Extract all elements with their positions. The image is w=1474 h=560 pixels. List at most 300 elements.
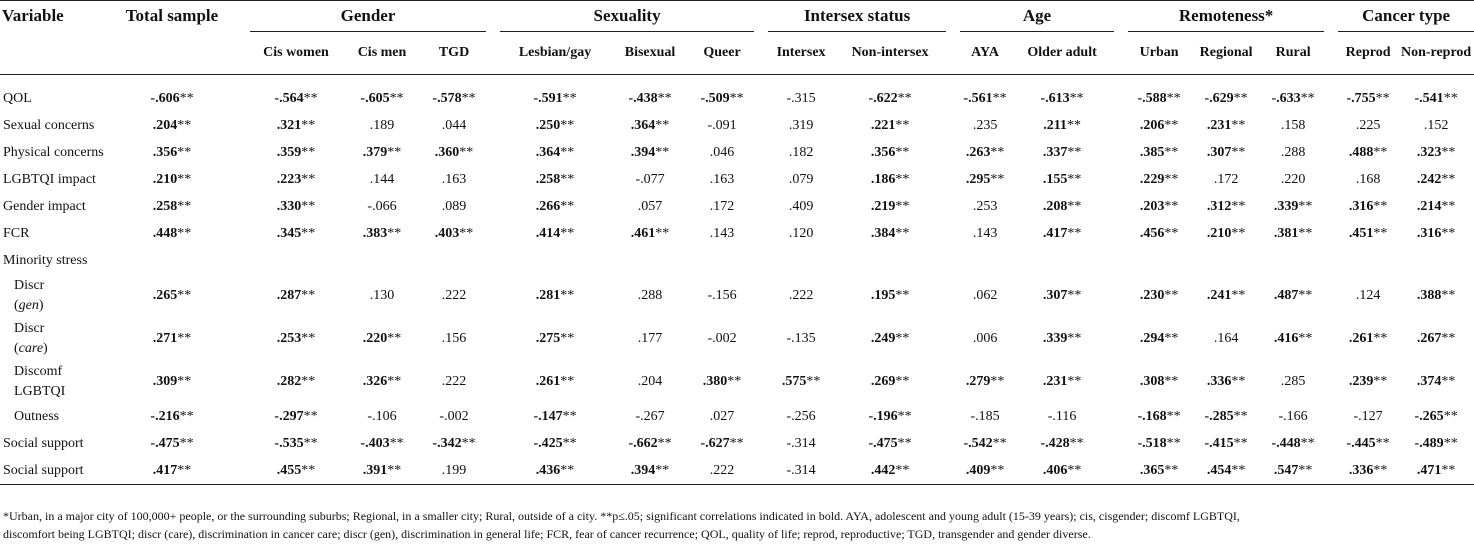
table-cell: [250, 166, 342, 193]
cell-value: .258: [535, 171, 561, 187]
table-cell: [1338, 166, 1398, 193]
table-cell: [960, 317, 1010, 360]
significance-marker: **: [1231, 198, 1246, 214]
cell-value: .208: [1042, 198, 1068, 214]
table-cell: [834, 430, 946, 457]
table-cell: [342, 75, 422, 113]
table-cell: [610, 75, 690, 113]
group-header-remoteness: Remoteness*: [1128, 1, 1324, 32]
table-cell: [1338, 457, 1398, 485]
significance-marker: **: [1164, 171, 1179, 187]
table-cell: [1338, 317, 1398, 360]
significance-marker: **: [301, 462, 316, 478]
table-cell: [342, 139, 422, 166]
significance-marker: **: [895, 198, 910, 214]
table-cell: [108, 457, 236, 485]
table-cell: [690, 317, 754, 360]
variable-header: Variable: [2, 6, 64, 26]
table-cell: [108, 112, 236, 139]
cell-value: .222: [441, 373, 467, 389]
table-cell: [960, 430, 1010, 457]
cell-value: .222: [709, 462, 735, 478]
table-cell: [834, 317, 946, 360]
table-cell: [1262, 75, 1324, 113]
significance-marker: **: [562, 435, 577, 451]
significance-marker: **: [1164, 462, 1179, 478]
cell-value: -.127: [1353, 408, 1383, 424]
cell-value: .308: [1139, 373, 1165, 389]
table-cell: [108, 317, 236, 360]
table-cell: [834, 457, 946, 485]
table-cell: [1398, 430, 1474, 457]
row-label-text: FCR: [3, 225, 30, 241]
subheader-aya: AYA: [971, 45, 999, 60]
significance-marker: **: [655, 117, 670, 133]
table-cell: [1010, 457, 1114, 485]
cell-value: .239: [1348, 373, 1374, 389]
cell-value: .124: [1355, 287, 1381, 303]
table-cell: [610, 317, 690, 360]
significance-marker: **: [177, 117, 192, 133]
cell-value: .394: [630, 462, 656, 478]
table-cell: [960, 220, 1010, 247]
cell-value: .279: [965, 373, 991, 389]
table-cell: [834, 274, 946, 317]
subheader-tgd: TGD: [438, 45, 470, 60]
table-cell: [250, 317, 342, 360]
table-cell: [1128, 112, 1190, 139]
row-label: [0, 403, 108, 430]
significance-marker: **: [1375, 435, 1390, 451]
cell-value: .182: [788, 144, 814, 160]
row-label: [0, 193, 108, 220]
row-label-text: Social support: [3, 435, 84, 451]
table-cell: [1398, 317, 1474, 360]
cell-value: .210: [152, 171, 178, 187]
table-cell: [768, 220, 834, 247]
cell-value: .163: [709, 171, 735, 187]
table-row: [0, 112, 1474, 139]
cell-value: .079: [788, 171, 814, 187]
table-cell: [768, 112, 834, 139]
cell-value: .547: [1273, 462, 1299, 478]
table-cell: [250, 430, 342, 457]
table-cell: [1128, 139, 1190, 166]
table-cell: [610, 274, 690, 317]
cell-value: -.489: [1414, 435, 1444, 451]
row-label: Discr (gen): [14, 277, 45, 313]
cell-value: .219: [870, 198, 896, 214]
significance-marker: **: [1231, 225, 1246, 241]
cell-value: .144: [369, 171, 395, 187]
group-header-intersex: Intersex status: [768, 1, 946, 32]
subheader-urban: Urban: [1139, 45, 1179, 60]
table-cell: [1010, 75, 1114, 113]
cell-value: .288: [1280, 144, 1306, 160]
cell-value: -.509: [700, 90, 730, 106]
table-cell: [690, 112, 754, 139]
table-cell: [250, 139, 342, 166]
significance-marker: **: [560, 287, 575, 303]
table-cell: [422, 193, 486, 220]
cell-value: -.627: [700, 435, 730, 451]
significance-marker: **: [1067, 330, 1082, 346]
significance-marker: **: [560, 373, 575, 389]
table-cell: [1010, 193, 1114, 220]
significance-marker: **: [459, 225, 474, 241]
significance-marker: **: [992, 90, 1007, 106]
row-label-text: Discomf: [14, 363, 63, 379]
cell-value: .417: [1042, 225, 1068, 241]
significance-marker: **: [179, 408, 194, 424]
table-row: [0, 166, 1474, 193]
cell-value: -.535: [274, 435, 304, 451]
cell-value: .461: [630, 225, 656, 241]
table-cell: [1398, 457, 1474, 485]
cell-value: -.542: [963, 435, 993, 451]
table-cell: [1398, 274, 1474, 317]
table-cell: [1010, 317, 1114, 360]
table-cell: [1262, 220, 1324, 247]
table-cell: [422, 112, 486, 139]
significance-marker: **: [655, 225, 670, 241]
row-label-text: Minority stress: [3, 252, 88, 268]
significance-marker: **: [1441, 462, 1456, 478]
significance-marker: **: [301, 373, 316, 389]
cell-value: .336: [1348, 462, 1374, 478]
cell-value: -.541: [1414, 90, 1444, 106]
cell-value: .253: [276, 330, 302, 346]
cell-value: .337: [1042, 144, 1068, 160]
cell-value: .265: [152, 287, 178, 303]
significance-marker: **: [301, 225, 316, 241]
cell-value: -.002: [439, 408, 469, 424]
table-cell: [422, 75, 486, 113]
cell-value: .379: [362, 144, 388, 160]
cell-value: .403: [434, 225, 460, 241]
significance-marker: **: [459, 144, 474, 160]
table-cell: [250, 274, 342, 317]
cell-value: .152: [1423, 117, 1449, 133]
cell-value: -.002: [707, 330, 737, 346]
table-cell: [960, 360, 1010, 403]
cell-value: .345: [276, 225, 302, 241]
table-cell: [1190, 317, 1262, 360]
cell-value: -.285: [1204, 408, 1234, 424]
cell-value: .409: [788, 198, 814, 214]
cell-value: -.622: [868, 90, 898, 106]
significance-marker: **: [990, 462, 1005, 478]
table-cell: [1190, 274, 1262, 317]
significance-marker: **: [1298, 330, 1313, 346]
significance-marker: **: [179, 435, 194, 451]
table-cell: [834, 75, 946, 113]
significance-marker: **: [562, 90, 577, 106]
table-cell: [250, 193, 342, 220]
cell-value: .326: [362, 373, 388, 389]
row-label-text: Social support: [3, 462, 84, 478]
table-cell: [1190, 430, 1262, 457]
cell-value: -.185: [970, 408, 1000, 424]
table-cell: [690, 139, 754, 166]
cell-value: .282: [276, 373, 302, 389]
table-cell: [1398, 166, 1474, 193]
significance-marker: **: [1373, 462, 1388, 478]
cell-value: -.116: [1047, 408, 1077, 424]
subheader-bisexual: Bisexual: [624, 45, 676, 60]
table-cell: [1190, 139, 1262, 166]
table-cell: [342, 166, 422, 193]
cell-value: .204: [637, 373, 663, 389]
table-cell: [610, 112, 690, 139]
table-cell: [834, 166, 946, 193]
cell-value: -.588: [1137, 90, 1167, 106]
significance-marker: **: [560, 117, 575, 133]
significance-marker: **: [895, 171, 910, 187]
table-row: [0, 317, 1474, 360]
table-cell: [342, 403, 422, 430]
table-cell: [690, 457, 754, 485]
significance-marker: **: [177, 198, 192, 214]
cell-value: .189: [369, 117, 395, 133]
subheader-rural: Rural: [1275, 45, 1311, 60]
significance-marker: **: [303, 408, 318, 424]
significance-marker: **: [1067, 462, 1082, 478]
table-cell: [690, 403, 754, 430]
table-cell: [250, 112, 342, 139]
significance-marker: **: [301, 171, 316, 187]
subheader-cis-women: Cis women: [263, 45, 329, 60]
cell-value: .471: [1416, 462, 1442, 478]
cell-value: .225: [1355, 117, 1381, 133]
table-row: [0, 274, 1474, 317]
cell-value: -.314: [786, 435, 816, 451]
significance-marker: **: [177, 287, 192, 303]
cell-value: .295: [965, 171, 991, 187]
table-cell: [1010, 274, 1114, 317]
table-cell: [1128, 75, 1190, 113]
table-cell: [422, 317, 486, 360]
table-cell: [610, 360, 690, 403]
cell-value: -.196: [868, 408, 898, 424]
significance-marker: **: [560, 225, 575, 241]
significance-marker: **: [1231, 287, 1246, 303]
significance-marker: **: [895, 225, 910, 241]
cell-value: -.591: [533, 90, 563, 106]
row-label-qualifier: LGBTQI: [14, 383, 66, 399]
cell-value: .261: [535, 373, 561, 389]
table-cell: [1262, 360, 1324, 403]
table-cell: [690, 220, 754, 247]
table-cell: [108, 220, 236, 247]
cell-value: .222: [441, 287, 467, 303]
cell-value: .416: [1273, 330, 1299, 346]
table-cell: [768, 274, 834, 317]
table-cell: [1262, 457, 1324, 485]
row-label: [0, 166, 108, 193]
cell-value: .281: [535, 287, 561, 303]
table-cell: [1398, 75, 1474, 113]
table-cell: [960, 193, 1010, 220]
table-cell: [1190, 220, 1262, 247]
cell-value: .172: [709, 198, 735, 214]
cell-value: .285: [1280, 373, 1306, 389]
significance-marker: **: [1231, 144, 1246, 160]
significance-marker: **: [177, 330, 192, 346]
cell-value: .384: [870, 225, 896, 241]
row-label-text: Sexual concerns: [3, 117, 95, 133]
table-cell: [1190, 166, 1262, 193]
significance-marker: **: [1233, 435, 1248, 451]
cell-value: -.066: [367, 198, 397, 214]
significance-marker: **: [301, 198, 316, 214]
cell-value: .269: [870, 373, 896, 389]
significance-marker: **: [895, 462, 910, 478]
cell-value: .027: [709, 408, 735, 424]
group-header-sexuality: Sexuality: [500, 1, 754, 32]
table-cell: [422, 139, 486, 166]
cell-value: .339: [1273, 198, 1299, 214]
significance-marker: **: [389, 90, 404, 106]
cell-value: .307: [1206, 144, 1232, 160]
significance-marker: **: [1233, 408, 1248, 424]
cell-value: .417: [152, 462, 178, 478]
significance-marker: **: [560, 330, 575, 346]
table-cell: [342, 220, 422, 247]
table-cell: [960, 403, 1010, 430]
table-cell: [834, 360, 946, 403]
table-cell: [1190, 457, 1262, 485]
significance-marker: **: [1166, 435, 1181, 451]
table-cell: [422, 360, 486, 403]
significance-marker: **: [1066, 117, 1081, 133]
table-cell: [1128, 457, 1190, 485]
significance-marker: **: [1231, 373, 1246, 389]
table-cell: [1190, 403, 1262, 430]
table-cell: [500, 457, 610, 485]
cell-value: .409: [965, 462, 991, 478]
table-footnote: [3, 507, 1458, 543]
cell-value: .575: [781, 373, 807, 389]
cell-value: .316: [1348, 198, 1374, 214]
table-cell: [1262, 193, 1324, 220]
table-cell: [1010, 220, 1114, 247]
cell-value: .231: [1042, 373, 1068, 389]
cell-value: .089: [441, 198, 467, 214]
significance-marker: **: [1373, 225, 1388, 241]
cell-value: -.091: [707, 117, 737, 133]
table-cell: [422, 220, 486, 247]
table-cell: [768, 75, 834, 113]
cell-value: .046: [709, 144, 735, 160]
significance-marker: **: [1069, 435, 1084, 451]
table-cell: [960, 274, 1010, 317]
table-cell: [1128, 193, 1190, 220]
table-cell: [1128, 166, 1190, 193]
cell-value: .321: [276, 117, 302, 133]
significance-marker: **: [389, 435, 404, 451]
row-label: [0, 360, 108, 403]
cell-value: .391: [362, 462, 388, 478]
table-cell: [834, 193, 946, 220]
row-label-text: Outness: [14, 408, 60, 424]
cell-value: .330: [276, 198, 302, 214]
table-cell: [500, 403, 610, 430]
table-cell: [108, 75, 236, 113]
table-cell: [342, 317, 422, 360]
cell-value: .360: [434, 144, 460, 160]
significance-marker: **: [655, 462, 670, 478]
total-sample-header: Total sample: [125, 6, 219, 26]
table-row: [0, 430, 1474, 457]
cell-value: .287: [276, 287, 302, 303]
cell-value: .222: [788, 287, 814, 303]
table-cell: [1010, 166, 1114, 193]
subheader-cis-men: Cis men: [357, 45, 407, 60]
cell-value: -.342: [432, 435, 462, 451]
cell-value: -.403: [360, 435, 390, 451]
group-header-row: [0, 1, 1474, 32]
significance-marker: **: [1164, 287, 1179, 303]
cell-value: .266: [535, 198, 561, 214]
cell-value: .364: [535, 144, 561, 160]
significance-marker: **: [727, 373, 742, 389]
cell-value: .249: [870, 330, 896, 346]
table-cell: [108, 193, 236, 220]
table-cell: [1010, 430, 1114, 457]
table-cell: [1338, 360, 1398, 403]
cell-value: -.605: [360, 90, 390, 106]
significance-marker: **: [1231, 462, 1246, 478]
subheader-intersex: Intersex: [776, 45, 826, 60]
table-row: [0, 247, 1474, 274]
cell-value: .263: [965, 144, 991, 160]
cell-value: .294: [1139, 330, 1165, 346]
cell-value: .214: [1416, 198, 1442, 214]
table-body: [0, 75, 1474, 485]
significance-marker: **: [1164, 198, 1179, 214]
table-cell: [342, 193, 422, 220]
table-cell: [250, 403, 342, 430]
table-cell: [610, 139, 690, 166]
table-cell: [1338, 112, 1398, 139]
cell-value: .336: [1206, 373, 1232, 389]
group-header-gender: Gender: [250, 1, 486, 32]
row-label: [0, 75, 108, 113]
cell-value: .388: [1416, 287, 1442, 303]
subheader-queer: Queer: [703, 45, 741, 60]
significance-marker: **: [729, 90, 744, 106]
significance-marker: **: [1298, 287, 1313, 303]
cell-value: .456: [1139, 225, 1165, 241]
table-cell: [768, 166, 834, 193]
table-cell: [1262, 139, 1324, 166]
cell-value: -.106: [367, 408, 397, 424]
table-cell: [1128, 430, 1190, 457]
table-cell: [1010, 403, 1114, 430]
table-cell: [1398, 112, 1474, 139]
significance-marker: **: [895, 117, 910, 133]
row-label-text: Discr: [14, 277, 45, 293]
cell-value: .454: [1206, 462, 1232, 478]
significance-marker: **: [895, 144, 910, 160]
cell-value: .230: [1139, 287, 1165, 303]
table-cell: [1398, 360, 1474, 403]
table-cell: [1128, 274, 1190, 317]
row-label: [0, 220, 108, 247]
cell-value: .394: [630, 144, 656, 160]
table-cell: [108, 430, 236, 457]
